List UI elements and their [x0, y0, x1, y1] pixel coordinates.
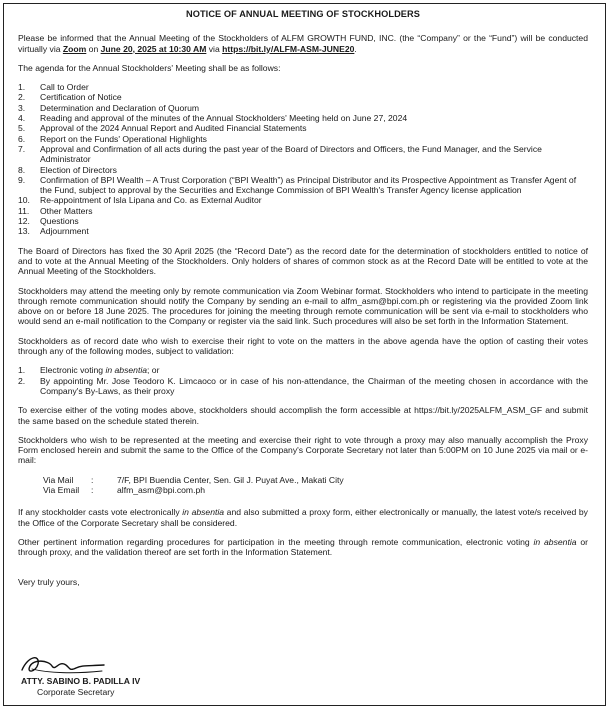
electronic-vote-paragraph [18, 507, 588, 528]
document-title: NOTICE OF ANNUAL MEETING OF STOCKHOLDERS [185, 9, 421, 19]
signature-image [18, 650, 108, 678]
mode-text-part: Electronic voting [40, 365, 106, 376]
intro-text-end: . [354, 43, 357, 54]
agenda-number: 6. [18, 133, 26, 144]
proxy-paragraph: Stockholders who wish to be represented at the meeting and exercise their right to vote through a proxy may also manually accomplish the Proxy Form enclosed herein and submit the same to the Office of the Company's Corporate Secretary not later than 5:00PM on 10 June 2025 via mail or e-mail: [18, 434, 588, 466]
agenda-number: 9. [18, 174, 26, 185]
mail-label: Via Mail [43, 474, 74, 485]
email-row [18, 485, 588, 495]
agenda-item [18, 123, 588, 133]
paragraph-italic: in absentia [182, 507, 225, 518]
agenda-text: Report on the Funds' Operational Highlights [40, 133, 207, 144]
agenda-number: 1. [18, 82, 26, 93]
agenda-number: 12. [18, 216, 30, 227]
meeting-datetime: June 20, 2025 at 10:30 AM [100, 43, 207, 54]
email-label: Via Email [43, 484, 80, 495]
agenda-item [18, 195, 588, 205]
agenda-number: 7. [18, 143, 26, 154]
mode-text-part: ; or [147, 365, 160, 376]
colon: : [91, 484, 94, 495]
agenda-item [18, 226, 588, 236]
voting-mode-item [18, 365, 588, 375]
email-address[interactable]: alfm_asm@bpi.com.ph [117, 484, 206, 495]
contact-details [18, 475, 588, 496]
agenda-text: Other Matters [40, 205, 93, 216]
intro-text-via: via [206, 43, 223, 54]
agenda-number: 3. [18, 102, 26, 113]
agenda-text: Determination and Declaration of Quorum [40, 102, 200, 113]
agenda-list [18, 82, 588, 236]
signer-name: ATTY. SABINO B. PADILLA IV [21, 676, 141, 686]
mode-text: By appointing Mr. Jose Teodoro K. Limcaoco or in case of his non-attendance, the Chairman of the meeting chosen in accordance with the Company's By-Laws, as their proxy [40, 375, 588, 396]
agenda-item [18, 113, 588, 123]
agenda-item [18, 175, 588, 196]
agenda-text: Re-appointment of Isla Lipana and Co. as External Auditor [40, 195, 262, 206]
mail-row [18, 475, 588, 485]
mode-number: 1. [18, 365, 26, 376]
agenda-item [18, 165, 588, 175]
paragraph-text: If any stockholder casts vote electronically [18, 507, 183, 518]
agenda-text: Approval and Confirmation of all acts during the past year of the Board of Directors and Officers, the Fund Manager, and the Service Administrator [40, 143, 542, 165]
form-paragraph: To exercise either of the voting modes above, stockholders should accomplish the form accessible at https://bit.ly/2025ALFM_ASM_GF and submit the same based on the schedule stated therein. [18, 405, 588, 426]
voting-intro: Stockholders as of record date who wish to exercise their right to vote on the matters in the above agenda have the option of casting their votes through any of the following modes, subject to validation: [18, 335, 588, 357]
colon: : [91, 474, 94, 485]
paragraph-italic: in absentia [533, 536, 577, 547]
record-date-paragraph: The Board of Directors has fixed the 30 April 2025 (the “Record Date”) as the record date for the determination of stockholders entitled to notice of and to vote at the Annual Meeting of the Stockholders. Only holders of shares of common stock as at the Record Date will be entitled to vote at the Annual Meeting of the Stockholders. [18, 245, 588, 277]
agenda-item [18, 216, 588, 226]
agenda-number: 5. [18, 123, 26, 134]
notice-document [18, 9, 588, 597]
intro-text: Please be informed that the Annual Meeting of the Stockholders of ALFM GROWTH FUND, INC. (the “Company” or the “Fund”) will be conducted virtually via [18, 33, 588, 54]
intro-paragraph [18, 33, 588, 54]
voting-mode-item [18, 376, 588, 397]
agenda-number: 8. [18, 164, 26, 175]
zoom-text: Zoom [62, 43, 87, 54]
other-info-paragraph [18, 537, 588, 558]
agenda-number: 13. [18, 226, 30, 237]
signer-title: Corporate Secretary [37, 687, 115, 697]
paragraph-text: Other pertinent information regarding procedures for participation in the meeting through remote communication, electronic voting [18, 536, 534, 547]
paragraph-text: and also submitted a proxy form, either electronically or manually, the latest vote/s received by the Office of the Corporate Secretary shall be considered. [18, 507, 588, 528]
paragraph-text: or through proxy, and the validation thereof are set forth in the Information Statement. [18, 536, 588, 558]
mode-text-italic: in absentia [105, 365, 148, 376]
agenda-item [18, 103, 588, 113]
agenda-item [18, 134, 588, 144]
agenda-number: 2. [18, 92, 26, 103]
meeting-link[interactable]: https://bit.ly/ALFM-ASM-JUNE20 [222, 43, 355, 54]
agenda-item [18, 82, 588, 92]
mode-number: 2. [18, 375, 26, 386]
agenda-text: Election of Directors [40, 164, 117, 175]
agenda-number: 11. [18, 205, 30, 216]
agenda-number: 10. [18, 195, 30, 206]
mail-address: 7/F, BPI Buendia Center, Sen. Gil J. Puyat Ave., Makati City [117, 474, 344, 485]
agenda-item [18, 206, 588, 216]
mode-text [40, 365, 588, 375]
agenda-text: Adjournment [40, 226, 89, 237]
agenda-text: Confirmation of BPI Wealth – A Trust Corporation (“BPI Wealth”) as Principal Distributor and its Prospective Appointment as Transfer Agent of the Fund, subject to approval by the Securities and Exchange Commission of BPI Wealth's Transfer Agency license application [40, 174, 577, 196]
agenda-number: 4. [18, 113, 26, 124]
remote-paragraph: Stockholders may attend the meeting only by remote communication via Zoom Webinar format. Stockholders who intend to participate in the meeting through remote communication should notify the Company by sending an e-mail to alfm_asm@bpi.com.ph or registering via the provided Zoom link above on or before 18 June 2025. The procedures for joining the meeting through remote communication will be sent via e-mail to stockholders who would send an e-mail notification to the Company or register via the said link. Such procedures will also be set forth in the Information Statement. [18, 285, 588, 327]
agenda-text: Certification of Notice [40, 92, 122, 103]
agenda-text: Reading and approval of the minutes of the Annual Stockholders' Meeting held on June 27, 2024 [40, 113, 408, 124]
agenda-item [18, 144, 588, 165]
agenda-text: Questions [40, 216, 79, 227]
intro-text-on: on [86, 43, 101, 54]
agenda-text: Approval of the 2024 Annual Report and Audited Financial Statements [40, 123, 307, 134]
agenda-intro: The agenda for the Annual Stockholders' Meeting shall be as follows: [18, 62, 281, 73]
closing-text: Very truly yours, [18, 577, 80, 588]
voting-modes-list [18, 365, 588, 396]
agenda-item [18, 92, 588, 102]
agenda-text: Call to Order [40, 82, 89, 93]
